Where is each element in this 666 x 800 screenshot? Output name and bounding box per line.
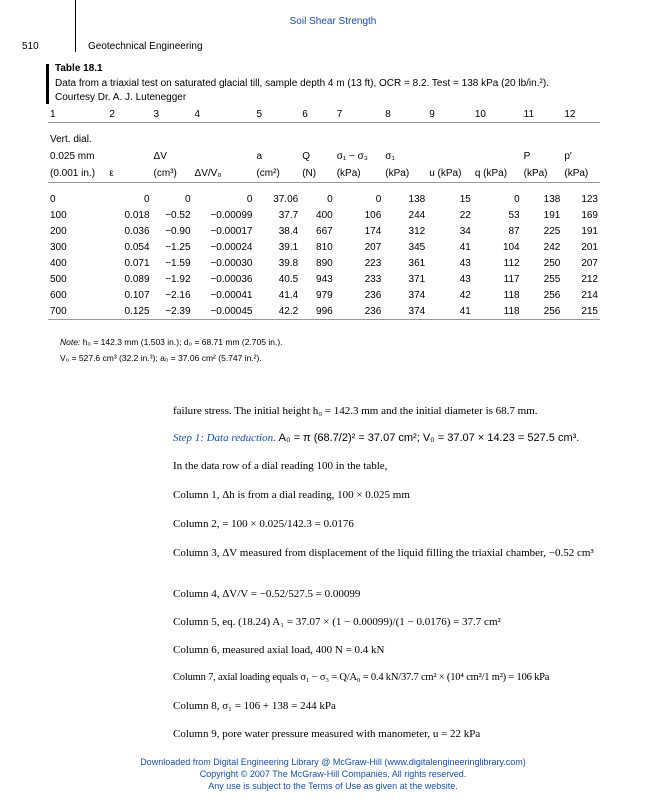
table-cell: 41 bbox=[427, 303, 473, 320]
table-cell: 979 bbox=[316, 289, 333, 301]
table-cell: P bbox=[523, 151, 531, 162]
table-cell: 236 bbox=[364, 289, 382, 301]
table-cell: 39.8 bbox=[278, 257, 299, 269]
table-cell: −0.00041 bbox=[210, 289, 253, 301]
table-cell: 8 bbox=[383, 107, 427, 123]
table-cell bbox=[473, 131, 522, 148]
table-cell: 22 bbox=[459, 209, 471, 221]
column-4-text: Column 4, ΔV/V = −0.52/527.5 = 0.00099 bbox=[173, 588, 361, 600]
footer-copyright: Copyright © 2007 The McGraw-Hill Companies. All rights reserved. bbox=[199, 769, 467, 779]
table-cell: ΔV/V₀ bbox=[193, 165, 255, 183]
table-cell: 7 bbox=[335, 107, 384, 123]
chapter-title: Soil Shear Strength bbox=[289, 16, 377, 27]
table-cell bbox=[383, 131, 427, 148]
table-cell: 207 bbox=[364, 241, 382, 253]
table-cell: 0.071 bbox=[124, 257, 150, 269]
footer-download-link[interactable]: Downloaded from Digital Engineering Library @ McGraw-Hill (www.digitalengineeringlibrary.com) bbox=[140, 757, 526, 767]
table-row bbox=[48, 303, 600, 320]
table-cell: −0.00099 bbox=[210, 209, 253, 221]
table-cell: 0 bbox=[514, 193, 520, 205]
table-cell bbox=[300, 131, 334, 148]
column-1-text: Column 1, Δh is from a dial reading, 100 × 0.025 mm bbox=[173, 489, 410, 501]
table-caption-line2: Courtesy Dr. A. J. Lutenegger bbox=[55, 92, 187, 103]
table-caption-line1: Data from a triaxial test on saturated glacial till, sample depth 4 m (13 ft), OCR = 8.2. Test = 138 kPa (20 lb/in.²). bbox=[55, 78, 549, 89]
table-marker-bar bbox=[46, 64, 49, 104]
table-cell: 123 bbox=[581, 193, 598, 205]
column-3-text: Column 3, ΔV measured from displacement of the liquid filling the triaxial chamber, −0.52 cm³ bbox=[173, 547, 594, 559]
table-cell: 890 bbox=[316, 257, 333, 269]
table-cell: −0.00036 bbox=[210, 273, 253, 285]
table-cell: 244 bbox=[408, 209, 426, 221]
table-cell: 0 bbox=[375, 193, 382, 205]
table-cell: 169 bbox=[581, 209, 598, 221]
table-cell: 41 bbox=[459, 241, 471, 253]
table-cell: −1.25 bbox=[165, 241, 191, 253]
table-cell: 118 bbox=[473, 303, 522, 320]
table-cell bbox=[562, 131, 600, 148]
table-cell: 38.4 bbox=[278, 225, 299, 237]
book-title: Geotechnical Engineering bbox=[88, 41, 203, 52]
table-cell: 242 bbox=[543, 241, 561, 253]
table-cell: −2.16 bbox=[165, 289, 191, 301]
table-cell: 374 bbox=[383, 303, 427, 320]
header-divider bbox=[75, 0, 76, 52]
note-label: Note: bbox=[60, 337, 81, 347]
step-label: Step 1: Data reduction. bbox=[173, 432, 276, 444]
column-2-text: Column 2, = 100 × 0.025/142.3 = 0.0176 bbox=[173, 518, 354, 530]
table-cell: 5 bbox=[254, 107, 300, 123]
step-1 bbox=[173, 432, 605, 444]
header-row bbox=[48, 165, 600, 183]
table-cell: 43 bbox=[459, 257, 471, 269]
table-cell: 0 bbox=[246, 193, 253, 205]
table-cell bbox=[193, 131, 255, 148]
table-cell: 500 bbox=[50, 273, 67, 285]
table-cell bbox=[335, 131, 384, 148]
table-cell: 53 bbox=[508, 209, 520, 221]
table-cell: 2 bbox=[107, 107, 151, 123]
table-cell: 225 bbox=[543, 225, 561, 237]
footer bbox=[0, 756, 666, 792]
column-7-text: Column 7, axial loading equals σ₁ − σ₃ = Q/A₀ = 0.4 kN/37.7 cm² × (10⁴ cm²/1 m²) = 106 kPa bbox=[173, 672, 550, 683]
table-cell: 0.054 bbox=[124, 241, 150, 253]
table-cell: (cm²) bbox=[254, 165, 300, 183]
data-table bbox=[48, 107, 600, 320]
table-cell: 138 bbox=[408, 193, 426, 205]
table-cell: −0.00024 bbox=[210, 241, 253, 253]
table-cell: 600 bbox=[50, 289, 67, 301]
table-cell: 87 bbox=[508, 225, 520, 237]
table-cell: 9 bbox=[427, 107, 473, 123]
table-cell: 215 bbox=[562, 303, 600, 320]
table-cell: (cm³) bbox=[152, 165, 193, 183]
table-cell: 15 bbox=[459, 193, 471, 205]
table-cell: Q bbox=[302, 151, 310, 162]
table-cell: p′ bbox=[564, 151, 572, 162]
table-row bbox=[48, 207, 600, 223]
table-notes bbox=[60, 334, 283, 366]
table-cell: 0.107 bbox=[124, 289, 150, 301]
table-cell: 300 bbox=[50, 241, 67, 253]
table-cell: 174 bbox=[364, 225, 382, 237]
column-8-text: Column 8, σ₁ = 106 + 138 = 244 kPa bbox=[173, 700, 336, 712]
table-cell: 40.5 bbox=[278, 273, 299, 285]
table-cell: 118 bbox=[503, 289, 520, 301]
table-cell: 255 bbox=[543, 273, 561, 285]
table-cell: 0.036 bbox=[124, 225, 150, 237]
table-cell: 0.089 bbox=[124, 273, 150, 285]
table-row bbox=[48, 223, 600, 239]
table-cell: 400 bbox=[316, 209, 333, 221]
table-cell: 236 bbox=[335, 303, 384, 320]
table-cell: 41.4 bbox=[278, 289, 299, 301]
table-cell: 104 bbox=[502, 241, 520, 253]
column-5-text: Column 5, eq. (18.24) A₁ = 37.07 × (1 − 0.00099)/(1 − 0.0176) = 37.7 cm² bbox=[173, 616, 501, 628]
table-cell: 117 bbox=[503, 273, 520, 285]
note-line1: h₀ = 142.3 mm (1.503 in.); d₀ = 68.71 mm (2.705 in.). bbox=[82, 337, 283, 347]
table-cell: 943 bbox=[316, 273, 333, 285]
table-cell: 42 bbox=[459, 289, 471, 301]
table-cell: u (kPa) bbox=[427, 165, 473, 183]
table-cell bbox=[193, 148, 255, 165]
table-cell: 0.018 bbox=[124, 209, 150, 221]
table-cell: 4 bbox=[193, 107, 255, 123]
table-cell: (kPa) bbox=[383, 165, 427, 183]
table-cell: 212 bbox=[581, 273, 598, 285]
table-cell bbox=[522, 131, 563, 148]
table-row bbox=[48, 191, 600, 207]
table-cell: 0 bbox=[327, 193, 333, 205]
table-cell: 112 bbox=[503, 257, 520, 269]
table-cell: 42.2 bbox=[254, 303, 300, 320]
body-paragraph-2: In the data row of a dial reading 100 in the table, bbox=[173, 460, 388, 472]
header-row bbox=[48, 148, 600, 165]
table-cell: 0.025 mm bbox=[50, 151, 95, 162]
table-cell: 106 bbox=[364, 209, 382, 221]
table-cell: 361 bbox=[408, 257, 426, 269]
table-cell: 191 bbox=[543, 209, 561, 221]
table-cell: (kPa) bbox=[335, 165, 384, 183]
table-cell: 0 bbox=[184, 193, 191, 205]
table-cell: 37.7 bbox=[278, 209, 299, 221]
table-cell: 233 bbox=[364, 273, 382, 285]
table-cell: 700 bbox=[48, 303, 107, 320]
table-cell: 256 bbox=[522, 303, 563, 320]
table-caption bbox=[55, 77, 615, 105]
table-cell: (N) bbox=[300, 165, 334, 183]
table-cell: 10 bbox=[473, 107, 522, 123]
table-cell: −0.90 bbox=[165, 225, 191, 237]
footer-terms[interactable]: Any use is subject to the Terms of Use as given at the website. bbox=[208, 781, 458, 791]
note-line2: V₀ = 527.6 cm³ (32.2 in.³); a₀ = 37.06 cm² (5.747 in.²). bbox=[60, 353, 262, 363]
table-cell: ε bbox=[107, 165, 151, 183]
table-cell: 996 bbox=[300, 303, 334, 320]
table-cell: −0.52 bbox=[165, 209, 191, 221]
table-cell: 0 bbox=[143, 193, 150, 205]
table-cell: 12 bbox=[562, 107, 600, 123]
table-cell: (kPa) bbox=[522, 165, 563, 183]
table-cell: 667 bbox=[316, 225, 333, 237]
table-cell: 223 bbox=[364, 257, 382, 269]
table-cell: −0.00045 bbox=[193, 303, 255, 320]
column-9-text: Column 9, pore water pressure measured with manometer, u = 22 kPa bbox=[173, 728, 481, 740]
table-row bbox=[48, 239, 600, 255]
table-cell: 11 bbox=[522, 107, 563, 123]
table-cell: 138 bbox=[543, 193, 561, 205]
table-cell: −0.00030 bbox=[210, 257, 253, 269]
table-cell: 374 bbox=[408, 289, 426, 301]
table-cell: q (kPa) bbox=[473, 165, 522, 183]
table-cell: σ₁ − σ₃ bbox=[336, 151, 368, 162]
table-row bbox=[48, 287, 600, 303]
body-paragraph-1: failure stress. The initial height h₀ = 142.3 mm and the initial diameter is 68.7 mm. bbox=[173, 405, 538, 417]
table-cell: −0.00017 bbox=[210, 225, 253, 237]
table-row bbox=[48, 271, 600, 287]
table-cell: 256 bbox=[543, 289, 561, 301]
table-cell: 0.125 bbox=[107, 303, 151, 320]
header-row bbox=[48, 131, 600, 148]
table-cell: (kPa) bbox=[562, 165, 600, 183]
column-6-text: Column 6, measured axial load, 400 N = 0.4 kN bbox=[173, 644, 385, 656]
table-cell: 39.1 bbox=[278, 241, 299, 253]
table-cell: σ₁ bbox=[385, 151, 395, 162]
table-cell bbox=[427, 148, 473, 165]
table-cell: 6 bbox=[300, 107, 334, 123]
table-cell: 191 bbox=[581, 225, 598, 237]
column-number-row bbox=[48, 107, 600, 123]
table-cell: 371 bbox=[408, 273, 426, 285]
table-cell: 34 bbox=[459, 225, 471, 237]
table-cell: 43 bbox=[459, 273, 471, 285]
table-cell bbox=[107, 148, 151, 165]
table-cell: 345 bbox=[408, 241, 426, 253]
table-row bbox=[48, 255, 600, 271]
table-cell: −1.92 bbox=[165, 273, 191, 285]
table-cell: 400 bbox=[50, 257, 67, 269]
page-number: 510 bbox=[22, 41, 39, 52]
table-cell: −1.59 bbox=[165, 257, 191, 269]
table-cell: 200 bbox=[50, 225, 67, 237]
table-cell: 201 bbox=[581, 241, 598, 253]
table-cell bbox=[152, 131, 193, 148]
table-cell: ΔV bbox=[153, 151, 167, 162]
table-cell: 207 bbox=[581, 257, 598, 269]
table-cell bbox=[427, 131, 473, 148]
table-cell bbox=[254, 131, 300, 148]
table-cell: 810 bbox=[316, 241, 333, 253]
table-cell: Vert. dial. bbox=[50, 134, 92, 145]
table-label: Table 18.1 bbox=[55, 63, 103, 74]
table-cell: 1 bbox=[48, 107, 107, 123]
table-cell: 214 bbox=[581, 289, 598, 301]
table-cell: 100 bbox=[50, 209, 67, 221]
table-cell bbox=[107, 131, 151, 148]
table-cell bbox=[473, 148, 522, 165]
table-cell: 37.06 bbox=[273, 193, 299, 205]
table-cell: −2.39 bbox=[152, 303, 193, 320]
table-cell: 250 bbox=[543, 257, 561, 269]
table-cell: 0 bbox=[50, 193, 56, 205]
table-cell: a bbox=[256, 151, 263, 162]
table-cell: (0.001 in.) bbox=[48, 165, 107, 183]
table-cell: 312 bbox=[408, 225, 426, 237]
step-text: A₀ = π (68.7/2)² = 37.07 cm²; V₀ = 37.07 × 14.23 = 527.5 cm³. bbox=[278, 432, 580, 444]
table-cell: 3 bbox=[152, 107, 193, 123]
